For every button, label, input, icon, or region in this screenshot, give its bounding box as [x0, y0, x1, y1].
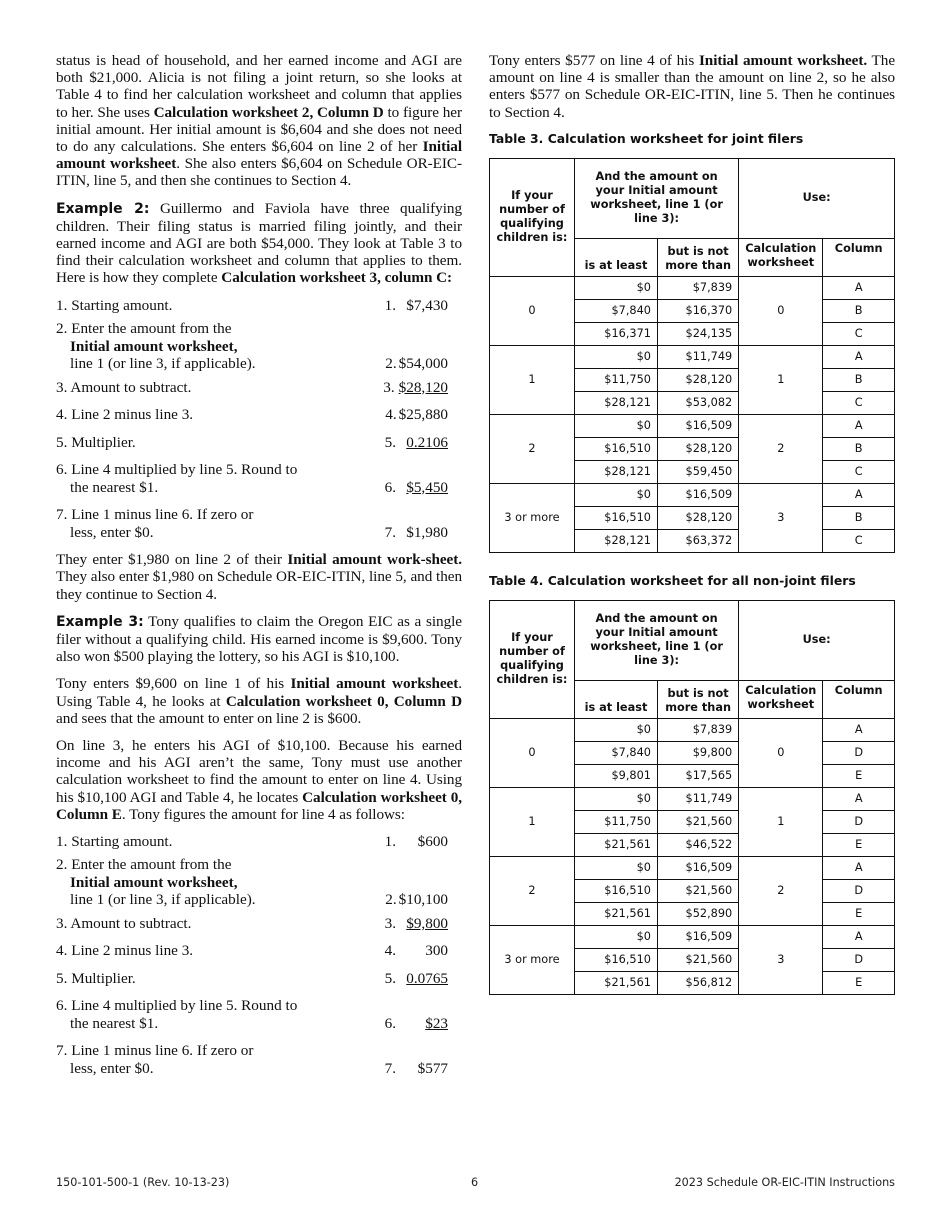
amount-not-more-than: $28,120 [657, 368, 738, 391]
header-amount: And the amount on your Initial amount worksheet, line 1 (or line 3): [574, 600, 738, 680]
amount-not-more-than: $17,565 [657, 764, 738, 787]
amount-not-more-than: $16,509 [657, 856, 738, 879]
amount-not-more-than: $16,509 [657, 925, 738, 948]
table-row [490, 414, 895, 437]
amount-not-more-than: $63,372 [657, 529, 738, 552]
amount-at-least: $9,801 [574, 764, 657, 787]
amount-not-more-than: $21,560 [657, 810, 738, 833]
amount-not-more-than: $52,890 [657, 902, 738, 925]
header-not-more: but is not more than [657, 680, 738, 718]
amount-not-more-than: $28,120 [657, 437, 738, 460]
column-letter: E [823, 764, 895, 787]
column-letter: A [823, 414, 895, 437]
worksheet-line: 6. Line 4 multiplied by line 5. Round to the nearest $1. 6. $23 [56, 997, 448, 1032]
amount-at-least: $0 [574, 483, 657, 506]
form-number: 150-101-500-1 (Rev. 10-13-23) [56, 1176, 230, 1189]
amount-at-least: $7,840 [574, 741, 657, 764]
amount-not-more-than: $46,522 [657, 833, 738, 856]
paragraph-tony-line4: Tony enters $577 on line 4 of his Initial amount worksheet. The amount on line 4 is smaller than the amount on line 2, so he also enters $577 on Schedule OR-EIC-ITIN, line 5. Then he continues to Section 4. [489, 52, 896, 121]
amount-at-least: $16,510 [574, 437, 657, 460]
column-letter: A [823, 925, 895, 948]
amount-at-least: $0 [574, 718, 657, 741]
column-letter: D [823, 948, 895, 971]
worksheet-line: 7. Line 1 minus line 6. If zero or less, enter $0. 7. $577 [56, 1042, 448, 1077]
column-letter: A [823, 345, 895, 368]
amount-at-least: $21,561 [574, 971, 657, 994]
worksheet-line: 2. Enter the amount from the Initial amount worksheet, line 1 (or line 3, if applicable). 2. $54,000 [56, 320, 448, 373]
left-column [56, 52, 462, 1087]
column-letter: A [823, 718, 895, 741]
column-letter: B [823, 299, 895, 322]
calculation-worksheet: 1 [739, 787, 823, 856]
header-use: Use: [739, 158, 895, 238]
table-row [490, 276, 895, 299]
header-not-more: but is not more than [657, 238, 738, 276]
amount-at-least: $0 [574, 856, 657, 879]
header-at-least: is at least [574, 680, 657, 718]
column-letter: D [823, 810, 895, 833]
amount-not-more-than: $59,450 [657, 460, 738, 483]
children-count: 3 or more [490, 483, 575, 552]
amount-not-more-than: $16,370 [657, 299, 738, 322]
worksheet-line: 3. Amount to subtract. 3. $28,120 [56, 378, 448, 396]
amount-at-least: $0 [574, 414, 657, 437]
children-count: 1 [490, 345, 575, 414]
amount-not-more-than: $9,800 [657, 741, 738, 764]
amount-at-least: $11,750 [574, 810, 657, 833]
document-title: 2023 Schedule OR-EIC-ITIN Instructions [674, 1176, 895, 1189]
column-letter: B [823, 437, 895, 460]
children-count: 1 [490, 787, 575, 856]
header-worksheet: Calculation worksheet [739, 238, 823, 276]
calculation-worksheet: 2 [739, 856, 823, 925]
column-letter: A [823, 787, 895, 810]
amount-at-least: $0 [574, 345, 657, 368]
amount-at-least: $21,561 [574, 902, 657, 925]
amount-at-least: $21,561 [574, 833, 657, 856]
children-count: 2 [490, 414, 575, 483]
calculation-worksheet: 0 [739, 718, 823, 787]
table-4-non-joint-filers [489, 600, 895, 995]
worksheet-line: 3. Amount to subtract. 3. $9,800 [56, 914, 448, 932]
worksheet-line: 1. Starting amount. 1. $7,430 [56, 296, 448, 314]
column-letter: A [823, 856, 895, 879]
amount-at-least: $16,510 [574, 948, 657, 971]
column-letter: B [823, 506, 895, 529]
amount-not-more-than: $24,135 [657, 322, 738, 345]
worksheet-line: 1. Starting amount. 1. $600 [56, 832, 448, 850]
table-4-title: Table 4. Calculation worksheet for all non-joint filers [489, 572, 856, 588]
amount-not-more-than: $16,509 [657, 414, 738, 437]
amount-at-least: $28,121 [574, 460, 657, 483]
column-letter: A [823, 276, 895, 299]
paragraph-example-2: Example 2: Guillermo and Faviola have three qualifying children. Their filing status is married filing jointly, and their earned income and AGI are both $54,000. They look at Table 3 to find their calculation worksheet and column that applies to them. Here is how they complete Calculation worksheet 3, column C: [56, 199, 462, 287]
header-amount: And the amount on your Initial amount worksheet, line 1 (or line 3): [574, 158, 738, 238]
worksheet-line: 4. Line 2 minus line 3. 4. 300 [56, 942, 448, 960]
amount-at-least: $28,121 [574, 529, 657, 552]
column-letter: A [823, 483, 895, 506]
table-row [490, 856, 895, 879]
amount-at-least: $16,510 [574, 879, 657, 902]
amount-not-more-than: $11,749 [657, 787, 738, 810]
column-letter: C [823, 529, 895, 552]
children-count: 3 or more [490, 925, 575, 994]
paragraph-alicia-conclusion: status is head of household, and her earned income and AGI are both $21,000. Alicia is not filing a joint return, so she looks at Table 4 to find her calculation worksheet and column that applies to her. She uses Calculation worksheet 2, Column D to figure her initial amount. Her initial amount is $6,604 and she does not need to do any calculations. She enters $6,604 on line 2 of her Initial amount worksheet. She also enters $6,604 on Schedule OR-EIC-ITIN, line 5, and then she continues to Section 4. [56, 52, 462, 190]
column-letter: E [823, 902, 895, 925]
amount-not-more-than: $56,812 [657, 971, 738, 994]
amount-at-least: $7,840 [574, 299, 657, 322]
column-letter: B [823, 368, 895, 391]
header-worksheet: Calculation worksheet [739, 680, 823, 718]
table-row [490, 483, 895, 506]
table-3-joint-filers [489, 158, 895, 553]
paragraph-example-3: Example 3: Tony qualifies to claim the Oregon EIC as a single filer without a qualifying child. His earned income is $9,600. Tony also won $500 playing the lottery, so his AGI is $10,100. [56, 612, 462, 666]
paragraph-tony-line1: Tony enters $9,600 on line 1 of his Initial amount worksheet. Using Table 4, he looks at Calculation worksheet 0, Column D and sees that the amount to enter on line 2 is $600. [56, 675, 462, 727]
worksheet-line: 6. Line 4 multiplied by line 5. Round to the nearest $1. 6. $5,450 [56, 461, 448, 496]
amount-at-least: $16,510 [574, 506, 657, 529]
worksheet-example-3 [56, 833, 462, 1078]
worksheet-example-2 [56, 297, 462, 542]
amount-not-more-than: $7,839 [657, 718, 738, 741]
header-children: If your number of qualifying children is: [490, 600, 575, 718]
table-row [490, 345, 895, 368]
table-3-title: Table 3. Calculation worksheet for joint filers [489, 130, 804, 146]
amount-at-least: $0 [574, 925, 657, 948]
worksheet-line: 5. Multiplier. 5. 0.2106 [56, 433, 448, 451]
amount-not-more-than: $7,839 [657, 276, 738, 299]
paragraph-tony-line3: On line 3, he enters his AGI of $10,100. Because his earned income and his AGI aren’t the same, Tony must use another calculation worksheet to find the amount to enter on line 4. Using his $10,100 AGI and Table 4, he locates Calculation worksheet 0, Column E. Tony figures the amount for line 4 as follows: [56, 736, 462, 823]
calculation-worksheet: 3 [739, 483, 823, 552]
right-column [489, 52, 895, 995]
table-row [490, 787, 895, 810]
amount-at-least: $11,750 [574, 368, 657, 391]
worksheet-line: 5. Multiplier. 5. 0.0765 [56, 969, 448, 987]
header-at-least: is at least [574, 238, 657, 276]
header-column: Column [823, 680, 895, 718]
calculation-worksheet: 0 [739, 276, 823, 345]
column-letter: C [823, 391, 895, 414]
column-letter: E [823, 971, 895, 994]
calculation-worksheet: 2 [739, 414, 823, 483]
amount-at-least: $16,371 [574, 322, 657, 345]
amount-not-more-than: $28,120 [657, 506, 738, 529]
worksheet-line: 2. Enter the amount from the Initial amount worksheet, line 1 (or line 3, if applicable). 2. $10,100 [56, 856, 448, 909]
calculation-worksheet: 1 [739, 345, 823, 414]
header-use: Use: [739, 600, 895, 680]
example-label: Example 3: [56, 613, 144, 630]
children-count: 0 [490, 276, 575, 345]
worksheet-line: 7. Line 1 minus line 6. If zero or less, enter $0. 7. $1,980 [56, 506, 448, 541]
amount-not-more-than: $16,509 [657, 483, 738, 506]
amount-not-more-than: $53,082 [657, 391, 738, 414]
header-children: If your number of qualifying children is: [490, 158, 575, 276]
children-count: 0 [490, 718, 575, 787]
calculation-worksheet: 3 [739, 925, 823, 994]
amount-not-more-than: $11,749 [657, 345, 738, 368]
amount-at-least: $28,121 [574, 391, 657, 414]
example-label: Example 2: [56, 200, 150, 217]
column-letter: D [823, 879, 895, 902]
amount-at-least: $0 [574, 787, 657, 810]
amount-not-more-than: $21,560 [657, 879, 738, 902]
amount-not-more-than: $21,560 [657, 948, 738, 971]
amount-at-least: $0 [574, 276, 657, 299]
header-column: Column [823, 238, 895, 276]
table-row [490, 925, 895, 948]
children-count: 2 [490, 856, 575, 925]
column-letter: D [823, 741, 895, 764]
worksheet-line: 4. Line 2 minus line 3. 4. $25,880 [56, 406, 448, 424]
table-row [490, 718, 895, 741]
column-letter: C [823, 460, 895, 483]
paragraph-example-2-conclusion: They enter $1,980 on line 2 of their Initial amount work-sheet. They also enter $1,980 on Schedule OR-EIC-ITIN, line 5, and then they continue to Section 4. [56, 551, 462, 603]
column-letter: E [823, 833, 895, 856]
column-letter: C [823, 322, 895, 345]
page-number: 6 [471, 1176, 479, 1189]
